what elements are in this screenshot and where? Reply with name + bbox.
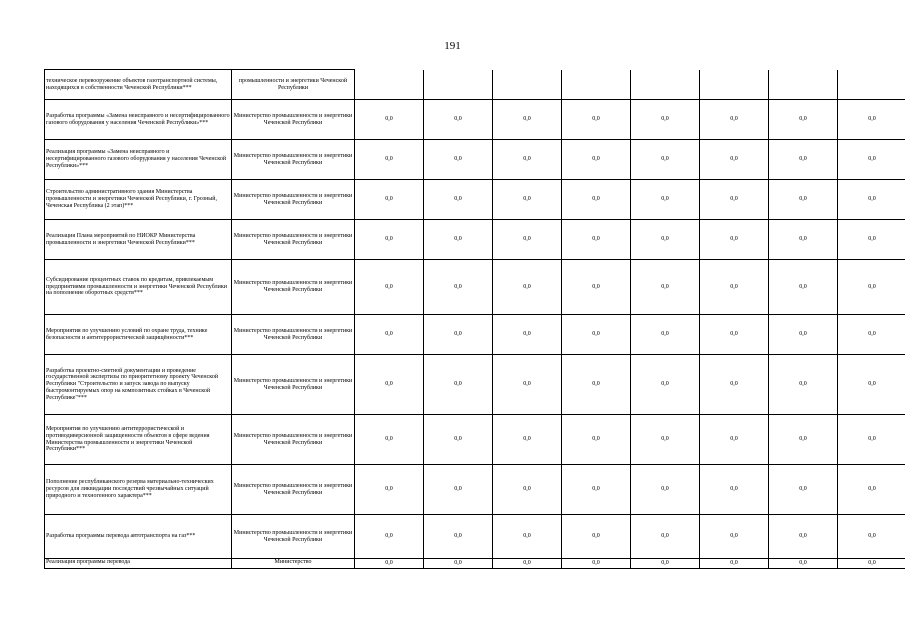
funding-value-cell — [769, 70, 838, 100]
activity-name-cell: техническое перевооружение объектов газотранспортной системы, находящихся в собственности Чеченской Республики*** — [45, 70, 232, 100]
funding-value-cell: 0,0 — [769, 260, 838, 315]
funding-value-cell: 0,0 — [838, 465, 905, 515]
funding-value-cell: 0,0 — [769, 559, 838, 569]
funding-value-cell: 0,0 — [355, 220, 424, 260]
funding-value-cell: 0,0 — [562, 465, 631, 515]
funding-value-cell: 0,0 — [424, 355, 493, 415]
funding-value-cell: 0,0 — [493, 465, 562, 515]
table-row — [45, 315, 905, 355]
funding-value-cell: 0,0 — [838, 180, 905, 220]
funding-value-cell: 0,0 — [700, 559, 769, 569]
executor-cell: Министерство промышленности и энергетики Чеченской Республики — [232, 415, 355, 465]
funding-value-cell — [424, 70, 493, 100]
funding-value-cell: 0,0 — [424, 415, 493, 465]
table-row — [45, 140, 905, 180]
table-row — [45, 70, 905, 100]
table-body — [45, 70, 905, 569]
funding-value-cell: 0,0 — [355, 559, 424, 569]
funding-value-cell: 0,0 — [355, 180, 424, 220]
funding-value-cell: 0,0 — [562, 315, 631, 355]
funding-value-cell: 0,0 — [562, 559, 631, 569]
table-row — [45, 515, 905, 559]
funding-value-cell: 0,0 — [700, 315, 769, 355]
funding-value-cell: 0,0 — [424, 559, 493, 569]
funding-value-cell: 0,0 — [424, 140, 493, 180]
funding-value-cell: 0,0 — [631, 220, 700, 260]
executor-cell: Министерство промышленности и энергетики Чеченской Республики — [232, 180, 355, 220]
funding-value-cell: 0,0 — [769, 465, 838, 515]
funding-value-cell: 0,0 — [838, 415, 905, 465]
funding-value-cell: 0,0 — [631, 100, 700, 140]
executor-cell: промышленности и энергетики Чеченской Республики — [232, 70, 355, 100]
funding-value-cell: 0,0 — [769, 415, 838, 465]
funding-value-cell: 0,0 — [493, 515, 562, 559]
activity-name-cell: Пополнение республиканского резерва материально-технических ресурсов для ликвидации последствий чрезвычайных ситуаций природного и техногенного характера*** — [45, 465, 232, 515]
activity-name-cell: Мероприятия по улучшению антитеррористической и противодиверсионной защищенности объектов в сфере ведения Министерства промышленности и энергетики Чеченской Республики*** — [45, 415, 232, 465]
funding-value-cell: 0,0 — [769, 220, 838, 260]
executor-cell: Министерство промышленности и энергетики Чеченской Республики — [232, 315, 355, 355]
executor-cell: Министерство промышленности и энергетики Чеченской Республики — [232, 515, 355, 559]
funding-value-cell: 0,0 — [493, 140, 562, 180]
funding-value-cell: 0,0 — [562, 515, 631, 559]
funding-value-cell — [838, 70, 905, 100]
funding-value-cell: 0,0 — [355, 355, 424, 415]
funding-value-cell — [493, 70, 562, 100]
funding-value-cell: 0,0 — [769, 140, 838, 180]
funding-value-cell: 0,0 — [493, 415, 562, 465]
activity-name-cell: Разработка программы перевода автотранспорта на газ*** — [45, 515, 232, 559]
executor-cell: Министерство промышленности и энергетики Чеченской Республики — [232, 140, 355, 180]
funding-value-cell: 0,0 — [355, 315, 424, 355]
activity-name-cell: Реализация программы перевода — [45, 559, 232, 569]
funding-value-cell: 0,0 — [700, 355, 769, 415]
funding-value-cell: 0,0 — [838, 100, 905, 140]
funding-value-cell: 0,0 — [700, 180, 769, 220]
funding-value-cell: 0,0 — [700, 465, 769, 515]
funding-value-cell: 0,0 — [355, 415, 424, 465]
activity-name-cell: Реализация программы «Замена неисправного и несертифицированного газового оборудования у населения Чеченской Республики»*** — [45, 140, 232, 180]
activity-name-cell: Мероприятия по улучшению условий по охране труда, технике безопасности и антитеррористической защищённости*** — [45, 315, 232, 355]
activity-name-cell: Реализация Плана мероприятий по НИОКР Министерства промышленности и энергетики Чеченской Республики*** — [45, 220, 232, 260]
funding-value-cell: 0,0 — [424, 515, 493, 559]
funding-value-cell: 0,0 — [631, 465, 700, 515]
funding-value-cell: 0,0 — [493, 180, 562, 220]
funding-value-cell: 0,0 — [700, 515, 769, 559]
funding-value-cell — [355, 70, 424, 100]
funding-value-cell — [562, 70, 631, 100]
funding-value-cell: 0,0 — [493, 315, 562, 355]
activity-name-cell: Строительство административного здания Министерства промышленности и энергетики Чеченской Республики, г. Грозный, Чеченская Республика (2 этап)*** — [45, 180, 232, 220]
activity-name-cell: Субсидирование процентных ставок по кредитам, привлекаемым предприятиями промышленности и энергетики Чеченской Республики на пополнение оборотных средств*** — [45, 260, 232, 315]
funding-value-cell: 0,0 — [631, 515, 700, 559]
funding-value-cell: 0,0 — [493, 100, 562, 140]
page-number: 191 — [444, 40, 461, 52]
funding-value-cell: 0,0 — [838, 355, 905, 415]
funding-value-cell: 0,0 — [838, 140, 905, 180]
funding-value-cell: 0,0 — [631, 260, 700, 315]
funding-value-cell: 0,0 — [631, 180, 700, 220]
funding-value-cell: 0,0 — [700, 415, 769, 465]
funding-value-cell: 0,0 — [631, 415, 700, 465]
table-row — [45, 220, 905, 260]
funding-value-cell: 0,0 — [355, 260, 424, 315]
funding-value-cell: 0,0 — [700, 220, 769, 260]
funding-value-cell: 0,0 — [562, 415, 631, 465]
funding-value-cell: 0,0 — [838, 315, 905, 355]
funding-value-cell: 0,0 — [562, 180, 631, 220]
funding-value-cell: 0,0 — [562, 100, 631, 140]
funding-value-cell: 0,0 — [424, 100, 493, 140]
funding-value-cell: 0,0 — [355, 515, 424, 559]
funding-value-cell: 0,0 — [700, 100, 769, 140]
funding-value-cell: 0,0 — [562, 355, 631, 415]
funding-value-cell: 0,0 — [493, 355, 562, 415]
funding-value-cell: 0,0 — [562, 260, 631, 315]
funding-value-cell — [631, 70, 700, 100]
funding-value-cell: 0,0 — [631, 140, 700, 180]
funding-value-cell: 0,0 — [700, 260, 769, 315]
funding-value-cell: 0,0 — [769, 180, 838, 220]
table-row — [45, 260, 905, 315]
funding-value-cell: 0,0 — [562, 220, 631, 260]
executor-cell: Министерство промышленности и энергетики Чеченской Республики — [232, 100, 355, 140]
funding-value-cell: 0,0 — [769, 315, 838, 355]
executor-cell: Министерство промышленности и энергетики Чеченской Республики — [232, 355, 355, 415]
funding-value-cell: 0,0 — [769, 355, 838, 415]
table-row — [45, 559, 905, 569]
table-row — [45, 180, 905, 220]
table-row — [45, 355, 905, 415]
funding-value-cell: 0,0 — [493, 260, 562, 315]
program-activities-table — [44, 69, 905, 569]
funding-value-cell: 0,0 — [769, 515, 838, 559]
table-row — [45, 415, 905, 465]
funding-value-cell: 0,0 — [769, 100, 838, 140]
executor-cell: Министерство — [232, 559, 355, 569]
funding-value-cell: 0,0 — [424, 465, 493, 515]
funding-value-cell: 0,0 — [493, 220, 562, 260]
funding-value-cell: 0,0 — [838, 559, 905, 569]
funding-value-cell: 0,0 — [631, 355, 700, 415]
funding-value-cell: 0,0 — [562, 140, 631, 180]
funding-value-cell: 0,0 — [631, 559, 700, 569]
funding-value-cell: 0,0 — [424, 315, 493, 355]
funding-value-cell: 0,0 — [424, 220, 493, 260]
executor-cell: Министерство промышленности и энергетики Чеченской Республики — [232, 260, 355, 315]
table-row — [45, 465, 905, 515]
funding-value-cell: 0,0 — [838, 220, 905, 260]
executor-cell: Министерство промышленности и энергетики Чеченской Республики — [232, 220, 355, 260]
funding-value-cell: 0,0 — [493, 559, 562, 569]
funding-value-cell — [700, 70, 769, 100]
funding-value-cell: 0,0 — [838, 260, 905, 315]
funding-value-cell: 0,0 — [355, 140, 424, 180]
activity-name-cell: Разработка программы «Замена неисправного и несертифицированного газового оборудования у населения Чеченской Республики»*** — [45, 100, 232, 140]
funding-value-cell: 0,0 — [631, 315, 700, 355]
executor-cell: Министерство промышленности и энергетики Чеченской Республики — [232, 465, 355, 515]
funding-value-cell: 0,0 — [424, 260, 493, 315]
funding-value-cell: 0,0 — [838, 515, 905, 559]
activity-name-cell: Разработка проектно-сметной документации и проведение государственной экспертизы по приоритетному проекту Чеченской Республики "Строительство и запуск завода по выпуску быстромонтируемых опор на композитных стойках в Чеченской Республике"*** — [45, 355, 232, 415]
funding-value-cell: 0,0 — [424, 180, 493, 220]
funding-value-cell: 0,0 — [355, 465, 424, 515]
funding-value-cell: 0,0 — [355, 100, 424, 140]
table-row — [45, 100, 905, 140]
funding-value-cell: 0,0 — [700, 140, 769, 180]
